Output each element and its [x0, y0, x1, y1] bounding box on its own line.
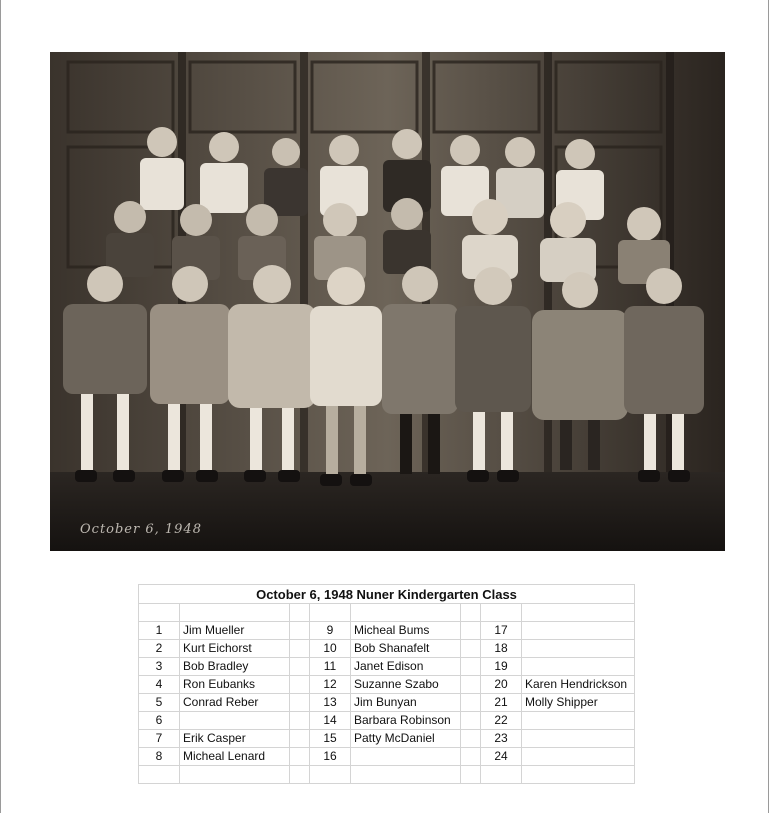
student-number: 21 — [481, 694, 522, 712]
student-name: Jim Bunyan — [351, 694, 461, 712]
student-name: Jim Mueller — [180, 622, 290, 640]
student-name — [522, 640, 635, 658]
student-number: 2 — [139, 640, 180, 658]
student-name: Patty McDaniel — [351, 730, 461, 748]
student-number: 24 — [481, 748, 522, 766]
student-number: 13 — [310, 694, 351, 712]
spacer-cell — [290, 748, 310, 766]
student-name: Bob Bradley — [180, 658, 290, 676]
student-number: 23 — [481, 730, 522, 748]
student-name: Suzanne Szabo — [351, 676, 461, 694]
table-row — [139, 748, 635, 766]
student-name: Kurt Eichorst — [180, 640, 290, 658]
photo-date-caption: October 6, 1948 — [80, 522, 202, 537]
table-spacer-row — [139, 604, 635, 622]
roster-table — [138, 584, 635, 784]
student-number: 1 — [139, 622, 180, 640]
student-number: 15 — [310, 730, 351, 748]
student-number: 14 — [310, 712, 351, 730]
table-title: October 6, 1948 Nuner Kindergarten Class — [139, 585, 635, 604]
spacer-cell — [461, 658, 481, 676]
table-row — [139, 712, 635, 730]
student-name: Ron Eubanks — [180, 676, 290, 694]
student-number: 19 — [481, 658, 522, 676]
student-number: 12 — [310, 676, 351, 694]
spacer-cell — [461, 622, 481, 640]
table-row — [139, 730, 635, 748]
student-name: Molly Shipper — [522, 694, 635, 712]
table-title-row — [139, 585, 635, 604]
student-name: Micheal Lenard — [180, 748, 290, 766]
spacer-cell — [461, 676, 481, 694]
table-row — [139, 622, 635, 640]
student-name: Karen Hendrickson — [522, 676, 635, 694]
student-number: 18 — [481, 640, 522, 658]
student-name: Barbara Robinson — [351, 712, 461, 730]
student-name: Micheal Bums — [351, 622, 461, 640]
spacer-cell — [461, 730, 481, 748]
table-row — [139, 694, 635, 712]
student-name — [522, 730, 635, 748]
student-number: 7 — [139, 730, 180, 748]
spacer-cell — [290, 658, 310, 676]
spacer-cell — [461, 694, 481, 712]
table-row — [139, 676, 635, 694]
spacer-cell — [290, 622, 310, 640]
student-name: Bob Shanafelt — [351, 640, 461, 658]
spacer-cell — [290, 730, 310, 748]
student-name: Erik Casper — [180, 730, 290, 748]
student-name — [522, 622, 635, 640]
table-row — [139, 658, 635, 676]
student-number: 5 — [139, 694, 180, 712]
student-number: 22 — [481, 712, 522, 730]
spacer-cell — [461, 748, 481, 766]
spacer-cell — [290, 640, 310, 658]
student-name — [351, 748, 461, 766]
spacer-cell — [461, 712, 481, 730]
student-name — [522, 658, 635, 676]
student-name — [522, 712, 635, 730]
spacer-cell — [290, 676, 310, 694]
class-photo — [50, 52, 725, 551]
table-row — [139, 640, 635, 658]
student-number: 4 — [139, 676, 180, 694]
student-name — [522, 748, 635, 766]
spacer-cell — [290, 694, 310, 712]
student-number: 11 — [310, 658, 351, 676]
student-name: Janet Edison — [351, 658, 461, 676]
student-number: 3 — [139, 658, 180, 676]
spacer-cell — [461, 640, 481, 658]
student-number: 9 — [310, 622, 351, 640]
student-number: 17 — [481, 622, 522, 640]
class-photo-image — [50, 52, 725, 551]
student-number: 16 — [310, 748, 351, 766]
student-name: Conrad Reber — [180, 694, 290, 712]
student-name — [180, 712, 290, 730]
student-number: 10 — [310, 640, 351, 658]
spacer-cell — [290, 712, 310, 730]
table-spacer-row — [139, 766, 635, 784]
student-number: 8 — [139, 748, 180, 766]
student-number: 20 — [481, 676, 522, 694]
student-number: 6 — [139, 712, 180, 730]
